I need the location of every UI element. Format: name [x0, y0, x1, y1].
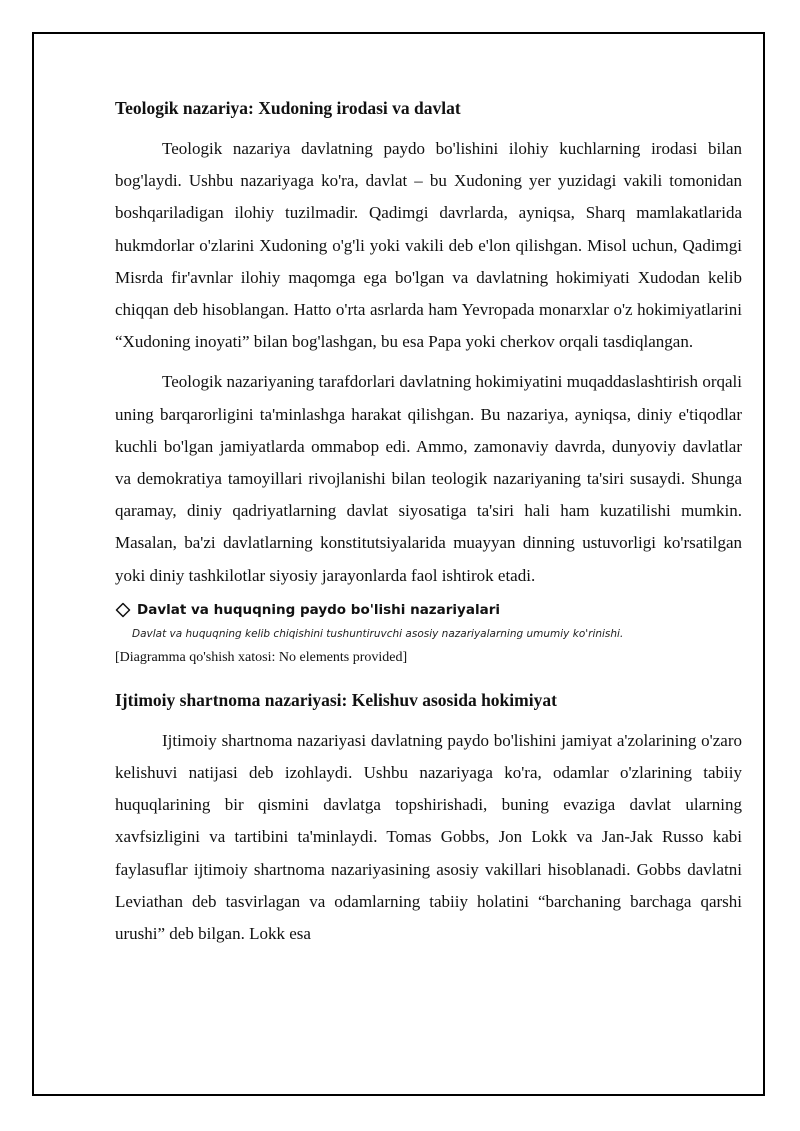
diagram-title: Davlat va huquqning paydo bo'lishi nazariyalari [137, 601, 500, 618]
paragraph-teologik-1: Teologik nazariya davlatning paydo bo'lishini ilohiy kuchlarning irodasi bilan bog'laydi. Ushbu nazariyaga ko'ra, davlat – bu Xudoning yer yuzidagi vakili tomonidan boshqariladigan ilohiy tuzilmadir. Qadimgi davrlarda, ayniqsa, Sharq mamlakatlarida hukmdorlar o'zlarini Xudoning o'g'li yoki vakili deb e'lon qilishgan. Misol uchun, Qadimgi Misrda fir'avnlar ilohiy maqomga ega bo'lgan va davlatning hokimiyati Xudodan kelib chiqqan deb hisoblangan. Hatto o'rta asrlarda ham Yevropada monarxlar o'z hokimiyatlarini “Xudoning inoyati” bilan bog'lashgan, bu esa Papa yoki cherkov orqali tasdiqlangan. [115, 139, 742, 352]
diagram-caption: Davlat va huquqning kelib chiqishini tushuntiruvchi asosiy nazariyalarning umumiy ko'rinishi. [132, 627, 624, 640]
diagram-error-message: [Diagramma qo'shish xatosi: No elements provided] [115, 649, 408, 665]
paragraph-ijtimoiy-1: Ijtimoiy shartnoma nazariyasi davlatning paydo bo'lishini jamiyat a'zolarining o'zaro kelishuvi natijasi deb izohlaydi. Ushbu nazariyaga ko'ra, odamlar o'zlarining tabiiy huquqlarining bir qismini davlatga topshirishadi, buning evaziga davlat ularning xavfsizligini va tartibini ta'minlaydi. Tomas Gobbs, Jon Lokk va Jan-Jak Russo kabi faylasuflar ijtimoiy shartnoma nazariyasining asosiy vakillari hisoblanadi. Gobbs davlatni Leviathan deb tasvirlagan va odamlarning tabiiy holatini “barchaning barchaga qarshi urushi” deb bilgan. Lokk esa [115, 730, 742, 944]
section-heading-teologik: Teologik nazariya: Xudoning irodasi va davlat [115, 98, 461, 118]
diamond-icon [115, 602, 131, 618]
diagram-title-row [115, 600, 742, 620]
document-body [115, 96, 742, 958]
section-heading-ijtimoiy: Ijtimoiy shartnoma nazariyasi: Kelishuv asosida hokimiyat [115, 689, 557, 710]
paragraph-teologik-2: Teologik nazariyaning tarafdorlari davlatning hokimiyatini muqaddaslashtirish orqali uning barqarorligini ta'minlashga harakat qilishgan. Bu nazariya, ayniqsa, diniy e'tiqodlar kuchli bo'lgan jamiyatlarda ommabop edi. Ammo, zamonaviy davrda, dunyoviy davlatlar va demokratiya tamoyillari rivojlanishi bilan teologik nazariyaning ta'siri susaydi. Shunga qaramay, diniy qadriyatlarning davlat siyosatiga ta'siri hali ham kuzatilishi mumkin. Masalan, ba'zi davlatlarning konstitutsiyalarida muayyan dinning ustuvorligi ko'rsatilgan yoki diniy tashkilotlar siyosiy jarayonlarda faol ishtirok etadi. [115, 372, 742, 585]
diagram-block [115, 600, 742, 668]
